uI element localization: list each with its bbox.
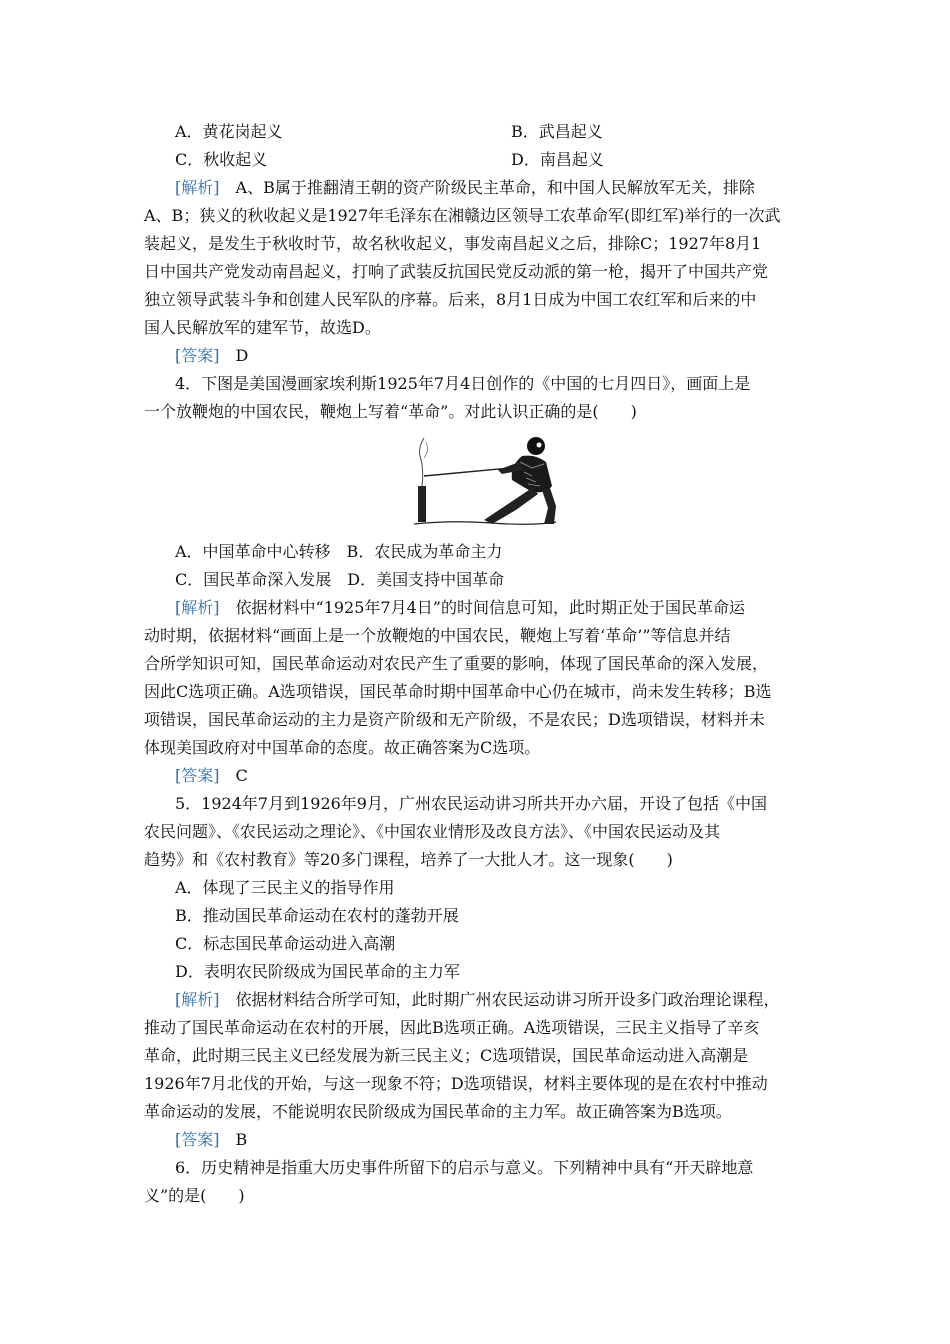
q4-stem-line-2: 一个放鞭炮的中国农民，鞭炮上写着“革命”。对此认识正确的是( ) xyxy=(144,402,637,421)
q4-analysis-line-6: 体现美国政府对中国革命的态度。故正确答案为C选项。 xyxy=(144,738,541,757)
q3-option-d: D．南昌起义 xyxy=(511,150,604,169)
q3-analysis-line-5: 独立领导武装斗争和创建人民军队的序幕。后来，8月1日成为中国工农红军和后来的中 xyxy=(144,290,757,309)
q5-stem-line-1: 5．1924年7月到1926年9月，广州农民运动讲习所共开办六届，开设了包括《中国 xyxy=(175,794,767,813)
q5-analysis-line-1: [解析] 依据材料结合所学可知，此时期广州农民运动讲习所开设多门政治理论课程， xyxy=(175,990,780,1009)
q3-analysis-line-3: 装起义，是发生于秋收时节，故名秋收起义，事发南昌起义之后，排除C；1927年8月1 xyxy=(144,234,762,253)
q5-analysis-line-3: 革命，此时期三民主义已经发展为新三民主义；C选项错误，国民革命运动进入高潮是 xyxy=(144,1046,749,1065)
q4-stem-line-1: 4．下图是美国漫画家埃利斯1925年7月4日创作的《中国的七月四日》，画面上是 xyxy=(175,374,751,393)
q3-analysis-line-2: A、B；狭义的秋收起义是1927年毛泽东在湘赣边区领导工农革命军(即红军)举行的一次武 xyxy=(144,206,781,225)
analysis-tag: [解析] xyxy=(175,178,220,197)
q3-analysis-line-1: [解析] A、B属于推翻清王朝的资产阶级民主革命，和中国人民解放军无关，排除 xyxy=(175,178,755,197)
q5-option-a: A．体现了三民主义的指导作用 xyxy=(175,878,395,897)
q5-answer: [答案] B xyxy=(175,1130,248,1149)
analysis-tag: [解析] xyxy=(175,990,220,1009)
q4-answer: [答案] C xyxy=(175,766,248,785)
answer-tag: [答案] xyxy=(175,346,220,365)
analysis-tag: [解析] xyxy=(175,598,220,617)
q4-analysis-line-5: 项错误，国民革命运动的主力是资产阶级和无产阶级，不是农民；D选项错误，材料并未 xyxy=(144,710,765,729)
q4-analysis-line-4: 因此C选项正确。A选项错误，国民革命时期中国革命中心仍在城市，尚未发生转移；B选 xyxy=(144,682,772,701)
q6-stem-line-1: 6．历史精神是指重大历史事件所留下的启示与意义。下列精神中具有“开天辟地意 xyxy=(175,1158,754,1177)
q5-option-b: B．推动国民革命运动在农村的蓬勃开展 xyxy=(175,906,459,925)
q3-analysis-line-6: 国人民解放军的建军节，故选D。 xyxy=(144,318,381,337)
answer-tag: [答案] xyxy=(175,1130,220,1149)
q4-analysis-line-3: 合所学知识可知，国民革命运动对农民产生了重要的影响，体现了国民革命的深入发展， xyxy=(144,654,769,673)
q5-stem-line-3: 趋势》和《农村教育》等20多门课程，培养了一大批人才。这一现象( ) xyxy=(144,850,673,869)
peasant-head xyxy=(527,437,545,455)
q3-option-c: C．秋收起义 xyxy=(175,150,268,169)
q5-analysis-line-5: 革命运动的发展，不能说明农民阶级成为国民革命的主力军。故正确答案为B选项。 xyxy=(144,1102,732,1121)
firecracker xyxy=(418,486,426,522)
q4-analysis-line-1: [解析] 依据材料中“1925年7月4日”的时间信息可知，此时期正处于国民革命运 xyxy=(175,598,745,617)
cartoon-figure xyxy=(412,428,558,532)
q3-analysis-line-4: 日中国共产党发动南昌起义，打响了武装反抗国民党反动派的第一枪，揭开了中国共产党 xyxy=(144,262,769,281)
q6-stem-line-2: 义”的是( ) xyxy=(144,1186,245,1205)
q4-options-line-1: A．中国革命中心转移 B．农民成为革命主力 xyxy=(175,542,503,561)
q4-options-line-2: C．国民革命深入发展 D．美国支持中国革命 xyxy=(175,570,505,589)
q5-analysis-line-4: 1926年7月北伐的开始，与这一现象不符；D选项错误，材料主要体现的是在农村中推动 xyxy=(144,1074,768,1093)
answer-tag: [答案] xyxy=(175,766,220,785)
q3-answer: [答案] D xyxy=(175,346,249,365)
q4-analysis-line-2: 动时期，依据材料“画面上是一个放鞭炮的中国农民，鞭炮上写着‘革命’”等信息并结 xyxy=(144,626,731,645)
q5-option-c: C．标志国民革命运动进入高潮 xyxy=(175,934,396,953)
q3-option-b: B．武昌起义 xyxy=(511,122,603,141)
q5-analysis-line-2: 推动了国民革命运动在农村的开展，因此B选项正确。A选项错误，三民主义指导了辛亥 xyxy=(144,1018,760,1037)
q5-stem-line-2: 农民问题》、《农民运动之理论》、《中国农业情形及改良方法》、《中国农民运动及其 xyxy=(144,822,721,841)
q3-option-a: A．黄花岗起义 xyxy=(175,122,283,141)
q5-option-d: D．表明农民阶级成为国民革命的主力军 xyxy=(175,962,460,981)
